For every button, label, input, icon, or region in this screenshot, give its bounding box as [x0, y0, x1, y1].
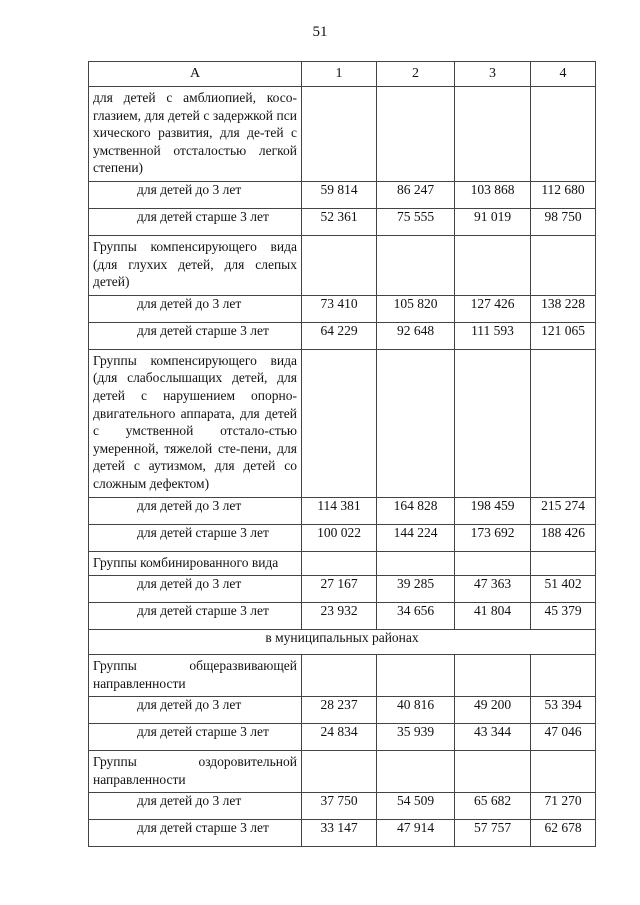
value-cell: 47 046 [531, 724, 596, 751]
value-cell: 54 509 [377, 793, 455, 820]
value-cell: 91 019 [455, 208, 531, 235]
value-cell: 100 022 [302, 524, 377, 551]
age-group-label: для детей старше 3 лет [89, 820, 302, 847]
header-cell-2: 2 [377, 62, 455, 87]
header-cell-a: А [89, 62, 302, 87]
value-cell: 198 459 [455, 497, 531, 524]
empty-cell [377, 349, 455, 497]
value-cell: 39 285 [377, 576, 455, 603]
category-row [89, 655, 596, 697]
value-cell: 65 682 [455, 793, 531, 820]
value-cell: 138 228 [531, 295, 596, 322]
value-cell: 49 200 [455, 697, 531, 724]
value-cell: 59 814 [302, 181, 377, 208]
table-row [89, 576, 596, 603]
value-cell: 27 167 [302, 576, 377, 603]
value-cell: 144 224 [377, 524, 455, 551]
section-row [89, 630, 596, 655]
category-label: Группы комбинированного вида [89, 551, 302, 576]
value-cell: 112 680 [531, 181, 596, 208]
value-cell: 75 555 [377, 208, 455, 235]
age-group-label: для детей до 3 лет [89, 793, 302, 820]
table-row [89, 603, 596, 630]
category-label: для детей с амблиопией, косо-глазием, для детей с задержкой пси хического развития, для де-тей с умственной отсталостью легкой степени) [89, 87, 302, 182]
age-group-label: для детей старше 3 лет [89, 603, 302, 630]
age-group-label: для детей до 3 лет [89, 576, 302, 603]
value-cell: 92 648 [377, 322, 455, 349]
empty-cell [302, 751, 377, 793]
value-cell: 52 361 [302, 208, 377, 235]
empty-cell [531, 349, 596, 497]
value-cell: 98 750 [531, 208, 596, 235]
value-cell: 34 656 [377, 603, 455, 630]
table-row [89, 697, 596, 724]
value-cell: 41 804 [455, 603, 531, 630]
value-cell: 127 426 [455, 295, 531, 322]
value-cell: 121 065 [531, 322, 596, 349]
empty-cell [531, 655, 596, 697]
value-cell: 53 394 [531, 697, 596, 724]
table-row [89, 295, 596, 322]
value-cell: 43 344 [455, 724, 531, 751]
age-group-label: для детей старше 3 лет [89, 322, 302, 349]
empty-cell [377, 551, 455, 576]
empty-cell [531, 751, 596, 793]
empty-cell [302, 655, 377, 697]
empty-cell [377, 87, 455, 182]
header-cell-3: 3 [455, 62, 531, 87]
empty-cell [377, 655, 455, 697]
value-cell: 173 692 [455, 524, 531, 551]
table-row [89, 820, 596, 847]
category-row [89, 87, 596, 182]
value-cell: 28 237 [302, 697, 377, 724]
empty-cell [377, 751, 455, 793]
value-cell: 45 379 [531, 603, 596, 630]
empty-cell [302, 235, 377, 295]
table-body [89, 87, 596, 847]
value-cell: 33 147 [302, 820, 377, 847]
category-row [89, 349, 596, 497]
empty-cell [377, 235, 455, 295]
value-cell: 188 426 [531, 524, 596, 551]
page-number: 51 [312, 24, 328, 40]
age-group-label: для детей старше 3 лет [89, 524, 302, 551]
empty-cell [455, 349, 531, 497]
value-cell: 64 229 [302, 322, 377, 349]
age-group-label: для детей старше 3 лет [89, 724, 302, 751]
value-cell: 24 834 [302, 724, 377, 751]
value-cell: 47 363 [455, 576, 531, 603]
category-row [89, 551, 596, 576]
value-cell: 215 274 [531, 497, 596, 524]
age-group-label: для детей до 3 лет [89, 697, 302, 724]
value-cell: 37 750 [302, 793, 377, 820]
value-cell: 86 247 [377, 181, 455, 208]
table-row [89, 793, 596, 820]
empty-cell [302, 349, 377, 497]
value-cell: 51 402 [531, 576, 596, 603]
table-row [89, 322, 596, 349]
empty-cell [455, 235, 531, 295]
header-cell-1: 1 [302, 62, 377, 87]
category-label: Группы общеразвивающей направленности [89, 655, 302, 697]
table-row [89, 724, 596, 751]
age-group-label: для детей до 3 лет [89, 181, 302, 208]
section-label: в муниципальных районах [89, 630, 596, 655]
value-cell: 105 820 [377, 295, 455, 322]
cost-table [88, 61, 596, 847]
value-cell: 164 828 [377, 497, 455, 524]
category-label: Группы компенсирующего вида (для слабослышащих детей, для детей с нарушением опорно-двигательного аппарата, для детей с умственной отстало-стью умеренной, тяжелой сте-пени, для детей с аутизмом, для детей со сложным дефектом) [89, 349, 302, 497]
category-label: Группы компенсирующего вида (для глухих детей, для слепых детей) [89, 235, 302, 295]
value-cell: 114 381 [302, 497, 377, 524]
empty-cell [455, 87, 531, 182]
empty-cell [455, 655, 531, 697]
value-cell: 47 914 [377, 820, 455, 847]
category-row [89, 235, 596, 295]
empty-cell [531, 551, 596, 576]
value-cell: 71 270 [531, 793, 596, 820]
table-row [89, 497, 596, 524]
value-cell: 73 410 [302, 295, 377, 322]
category-label: Группы оздоровительной направленности [89, 751, 302, 793]
empty-cell [455, 751, 531, 793]
value-cell: 57 757 [455, 820, 531, 847]
value-cell: 40 816 [377, 697, 455, 724]
value-cell: 23 932 [302, 603, 377, 630]
empty-cell [531, 87, 596, 182]
value-cell: 62 678 [531, 820, 596, 847]
table-row [89, 181, 596, 208]
empty-cell [302, 87, 377, 182]
age-group-label: для детей старше 3 лет [89, 208, 302, 235]
table-row [89, 524, 596, 551]
age-group-label: для детей до 3 лет [89, 295, 302, 322]
empty-cell [455, 551, 531, 576]
value-cell: 103 868 [455, 181, 531, 208]
category-row [89, 751, 596, 793]
empty-cell [302, 551, 377, 576]
empty-cell [531, 235, 596, 295]
value-cell: 111 593 [455, 322, 531, 349]
header-row [89, 62, 596, 87]
age-group-label: для детей до 3 лет [89, 497, 302, 524]
table-row [89, 208, 596, 235]
header-cell-4: 4 [531, 62, 596, 87]
value-cell: 35 939 [377, 724, 455, 751]
